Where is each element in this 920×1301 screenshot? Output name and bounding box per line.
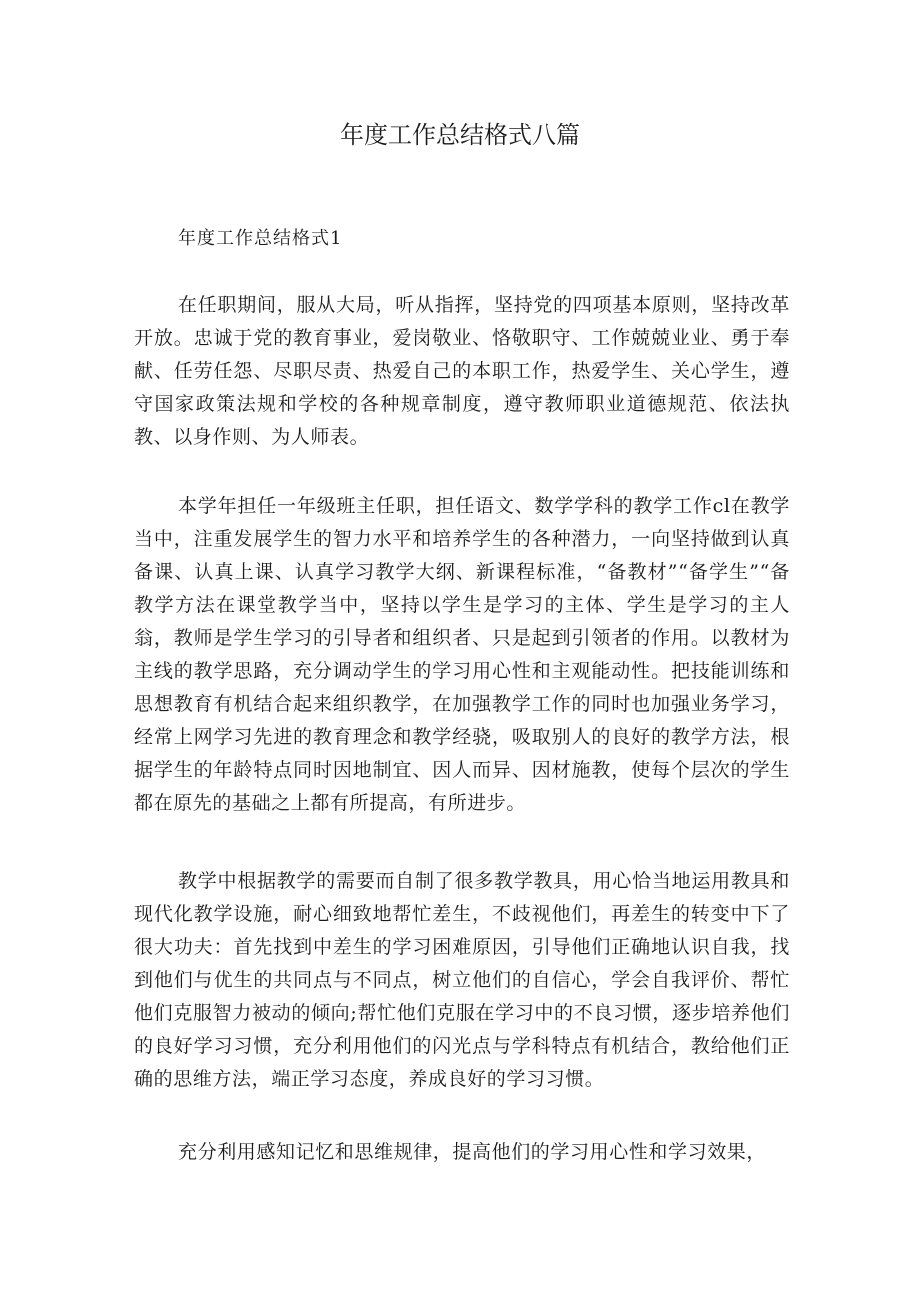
paragraph-2: 本学年担任一年级班主任职，担任语文、数学学科的教学工作cl在教学当中，注重发展学生的智力水平和培养学生的各种潜力，一向坚持做到认真备课、认真上课、认真学习教学大纲、新课程标准，“备教材”“备学生”“备教学方法在课堂教学当中，坚持以学生是学习的主体、学生是学习的主人翁，教师是学生学习的引导者和组织者、只是起到引领者的作用。以教材为主线的教学思路，充分调动学生的学习用心性和主观能动性。把技能训练和思想教育有机结合起来组织教学，在加强教学工作的同时也加强业务学习，经常上网学习先进的教育理念和教学经骁，吸取别人的良好的教学方法，根据学生的年龄特点同时因地制宜、因人而异、因材施教，使每个层次的学生都在原先的基础之上都有所提高，有所进步。 [134, 495, 790, 814]
section-heading: 年度工作总结格式1 [178, 228, 343, 249]
document-title: 年度工作总结格式八篇 [340, 121, 580, 149]
paragraph-1: 在任职期间，服从大局，听从指挥，坚持党的四项基本原则，坚持改革开放。忠诚于党的教育事业，爱岗敬业、恪敬职守、工作兢兢业业、勇于奉献、任劳任怨、尽职尽责、热爱自己的本职工作，热爱学生、关心学生，遵守国家政策法规和学校的各种规章制度，遵守教师职业道德规范、依法执教、以身作则、为人师表。 [134, 294, 790, 448]
paragraph-4: 充分利用感知记忆和思维规律，提高他们的学习用心性和学习效果， [178, 1141, 767, 1163]
paragraph-3: 教学中根据教学的需要而自制了很多教学教具，用心恰当地运用教具和现代化教学设施，耐心细致地帮忙差生，不歧视他们，再差生的转变中下了很大功夫：首先找到中差生的学习困难原因，引导他们正确地认识自我，找到他们与优生的共同点与不同点，树立他们的自信心，学会自我评价、帮忙他们克服智力被动的倾向;帮忙他们克服在学习中的不良习惯，逐步培养他们的良好学习习惯，充分利用他们的闪光点与学科特点有机结合，教给他们正确的思维方法，端正学习态度，养成良好的学习习惯。 [134, 870, 790, 1090]
